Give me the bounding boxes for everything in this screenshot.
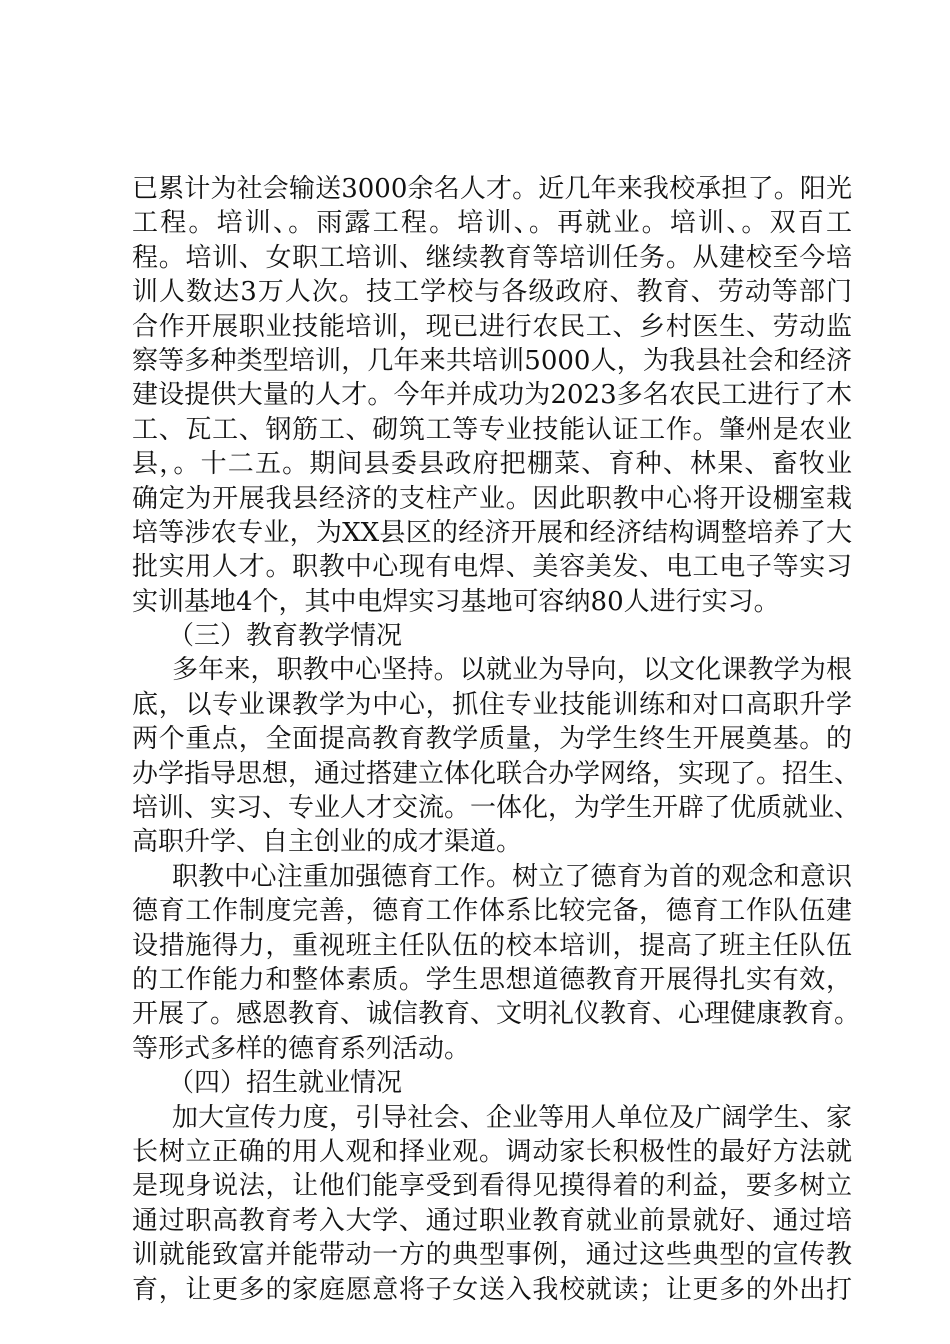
text-line: 察等多种类型培训，几年来共培训5000人，为我县社会和经济 bbox=[132, 345, 852, 376]
text-line: 等形式多样的德育系列活动。 bbox=[132, 1033, 471, 1064]
text-line: 德育工作制度完善，德育工作体系比较完备，德育工作队伍建 bbox=[132, 896, 852, 927]
text-line: 办学指导思想，通过搭建立体化联合办学网络，实现了。招生、 bbox=[132, 758, 861, 789]
text-line: 训就能致富并能带动一方的典型事例，通过这些典型的宣传教 bbox=[132, 1240, 852, 1271]
text-line: 底，以专业课教学为中心，抓住专业技能训练和对口高职升学 bbox=[132, 689, 852, 720]
section-heading-3: （三）教育教学情况 bbox=[168, 621, 403, 652]
text-line: 批实用人才。职教中心现有电焊、美容美发、电工电子等实习 bbox=[132, 552, 852, 583]
text-line: 育，让更多的家庭愿意将子女送入我校就读；让更多的外出打 bbox=[132, 1274, 852, 1305]
text-line: 多年来，职教中心坚持。以就业为导向，以文化课教学为根 bbox=[172, 655, 852, 686]
text-line: 设措施得力，重视班主任队伍的校本培训，提高了班主任队伍 bbox=[132, 930, 852, 961]
document-body bbox=[132, 172, 861, 1307]
text-line: 开展了。感恩教育、诚信教育、文明礼仪教育、心理健康教育。 bbox=[132, 999, 861, 1030]
text-line: 通过职高教育考入大学、通过职业教育就业前景就好、通过培 bbox=[132, 1205, 852, 1236]
section-heading-4: （四）招生就业情况 bbox=[168, 1068, 403, 1099]
text-line: 县，。十二五。期间县委县政府把棚菜、育种、林果、畜牧业 bbox=[132, 449, 852, 480]
text-line: 工、瓦工、钢筋工、砌筑工等专业技能认证工作。肇州是农业 bbox=[132, 414, 852, 445]
text-line: 确定为开展我县经济的支柱产业。因此职教中心将开设棚室栽 bbox=[132, 483, 852, 514]
text-line: 已累计为社会输送3000余名人才。近几年来我校承担了。阳光 bbox=[132, 174, 852, 204]
text-line: 是现身说法，让他们能享受到看得见摸得着的利益，要多树立 bbox=[132, 1171, 852, 1202]
text-line: 实训基地4个，其中电焊实习基地可容纳80人进行实习。 bbox=[132, 586, 780, 617]
text-line: 建设提供大量的人才。今年并成功为2023多名农民工进行了木 bbox=[132, 380, 852, 411]
text-line: 两个重点，全面提高教育教学质量，为学生终生开展奠基。的 bbox=[132, 724, 852, 755]
text-line: 程。培训、女职工培训、继续教育等培训任务。从建校至今培 bbox=[132, 242, 852, 273]
text-line: 工程。培训、。雨露工程。培训、。再就业。培训、。双百工 bbox=[132, 208, 852, 239]
text-line: 的工作能力和整体素质。学生思想道德教育开展得扎实有效， bbox=[132, 964, 852, 995]
text-line: 训人数达3万人次。技工学校与各级政府、教育、劳动等部门 bbox=[132, 277, 852, 308]
text-line: 加大宣传力度，引导社会、企业等用人单位及广阔学生、家 bbox=[172, 1102, 852, 1133]
text-line: 高职升学、自主创业的成才渠道。 bbox=[132, 827, 523, 858]
text-line: 合作开展职业技能培训，现已进行农民工、乡村医生、劳动监 bbox=[132, 311, 852, 342]
text-line: 长树立正确的用人观和择业观。调动家长积极性的最好方法就 bbox=[132, 1136, 852, 1167]
text-line: 职教中心注重加强德育工作。树立了德育为首的观念和意识 bbox=[172, 861, 852, 892]
text-line: 培等涉农专业，为XX县区的经济开展和经济结构调整培养了大 bbox=[132, 517, 852, 548]
text-line: 培训、实习、专业人才交流。一体化，为学生开辟了优质就业、 bbox=[132, 793, 861, 824]
